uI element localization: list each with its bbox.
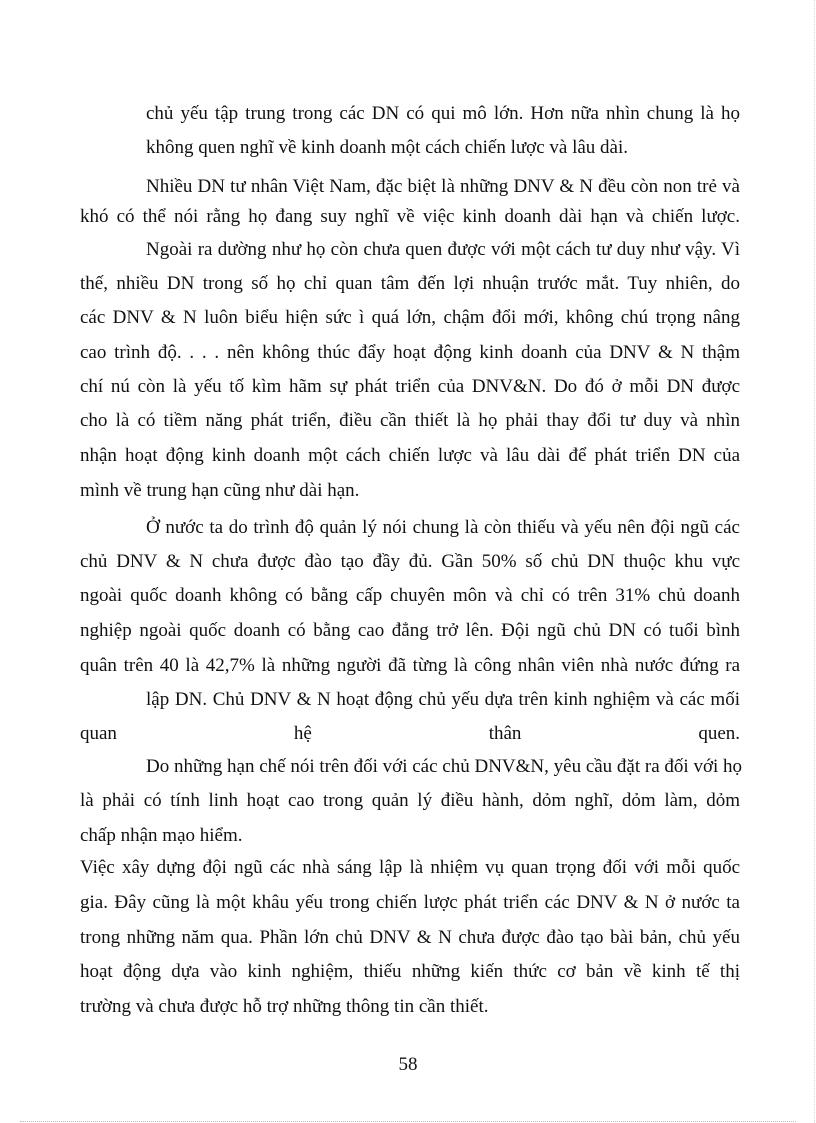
text-line: trong những năm qua. Phần lớn chủ DNV & N chưa được đào tạo bài bản, chủ yếu	[80, 927, 740, 948]
page-number: 58	[398, 1054, 418, 1075]
text-line: quân trên 40 là 42,7% là những người đã từng là công nhân viên nhà nước đứng ra	[80, 655, 740, 676]
text-line: quan hệ thân quen.	[80, 723, 740, 744]
text-line: mình về trung hạn cũng như dài hạn.	[80, 480, 360, 501]
text-line: Việc xây dựng đội ngũ các nhà sáng lập là nhiệm vụ quan trọng đối với mỗi quốc	[80, 857, 740, 878]
text-line: khó có thể nói rằng họ đang suy nghĩ về việc kinh doanh dài hạn và chiến lược.	[80, 206, 740, 227]
text-line: trường và chưa được hỗ trợ những thông tin cần thiết.	[80, 996, 489, 1017]
text-line: chí nú còn là yếu tố kìm hãm sự phát triển của DNV&N. Do đó ở mỗi DN được	[80, 376, 740, 397]
text-line: Do những hạn chế nói trên đối với các chủ DNV&N, yêu cầu đặt ra đối với họ	[146, 756, 743, 777]
text-line: thế, nhiều DN trong số họ chỉ quan tâm đến lợi nhuận trước mắt. Tuy nhiên, do	[80, 273, 740, 294]
page-bottom-border	[20, 1121, 796, 1122]
text-line: Nhiều DN tư nhân Việt Nam, đặc biệt là những DNV & N đều còn non trẻ và	[146, 176, 740, 197]
text-line: nghiệp ngoài quốc doanh có bằng cao đẳng trở lên. Đội ngũ chủ DN có tuổi bình	[80, 620, 740, 641]
text-line: lập DN. Chủ DNV & N hoạt động chủ yếu dựa trên kinh nghiệm và các mối	[146, 689, 740, 710]
text-line: không quen nghĩ về kinh doanh một cách chiến lược và lâu dài.	[146, 137, 629, 158]
text-line: nhận hoạt động kinh doanh một cách chiến lược và lâu dài để phát triển DN của	[80, 445, 740, 466]
text-line: Ở nước ta do trình độ quản lý nói chung là còn thiếu và yếu nên đội ngũ các	[146, 517, 740, 538]
text-line: hoạt động dựa vào kinh nghiệm, thiếu những kiến thức cơ bản về kinh tế thị	[80, 961, 740, 982]
text-line: gia. Đây cũng là một khâu yếu trong chiến lược phát triển các DNV & N ở nước ta	[80, 892, 740, 913]
text-line: chủ DNV & N chưa được đào tạo đầy đủ. Gần 50% số chủ DN thuộc khu vực	[80, 551, 740, 572]
text-line: là phải có tính linh hoạt cao trong quản lý điều hành, dỏm nghĩ, dỏm làm, dỏm	[80, 790, 740, 811]
text-line: chủ yếu tập trung trong các DN có qui mô lớn. Hơn nữa nhìn chung là họ	[146, 103, 740, 124]
text-line: cao trình độ. . . . nên không thúc đẩy hoạt động kinh doanh của DNV & N thậm	[80, 342, 740, 363]
text-line: các DNV & N luôn biểu hiện sức ì quá lớn, chậm đổi mới, không chú trọng nâng	[80, 307, 740, 328]
text-line: ngoài quốc doanh không có bằng cấp chuyên môn và chỉ có trên 31% chủ doanh	[80, 585, 740, 606]
text-line: cho là có tiềm năng phát triển, điều cần thiết là họ phải thay đổi tư duy và nhìn	[80, 410, 740, 431]
text-line: Ngoài ra dường như họ còn chưa quen được với một cách tư duy như vậy. Vì	[146, 239, 740, 260]
text-line: chấp nhận mạo hiểm.	[80, 825, 243, 846]
page-right-border	[814, 0, 815, 1123]
